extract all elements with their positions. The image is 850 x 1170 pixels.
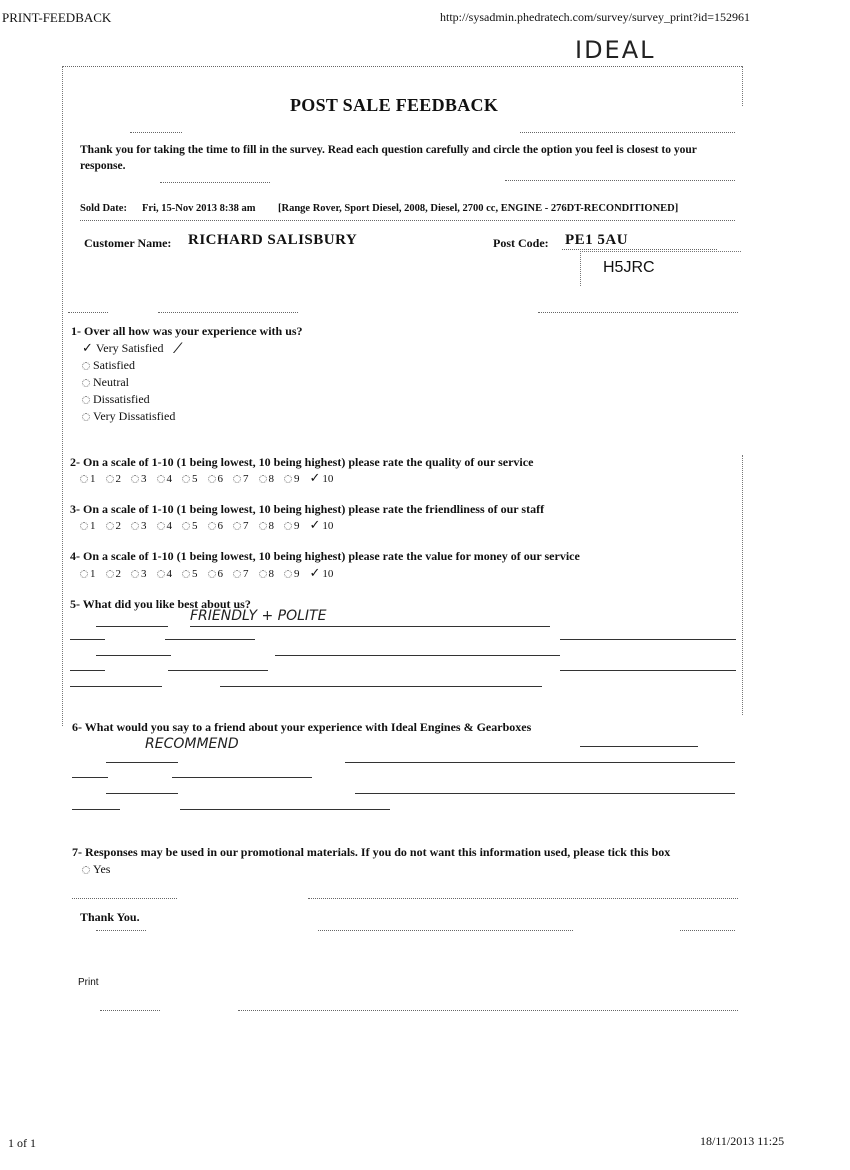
q3-rating-2[interactable] — [106, 518, 122, 533]
q2-rating-2[interactable] — [106, 471, 122, 486]
radio-icon — [259, 522, 267, 530]
q2-rating-9[interactable] — [284, 471, 300, 486]
radio-icon — [82, 362, 90, 370]
rating-label: 3 — [141, 472, 147, 485]
rating-label: 7 — [243, 472, 249, 485]
radio-icon — [157, 475, 165, 483]
q3-rating-1[interactable] — [80, 518, 96, 533]
print-timestamp: 18/11/2013 11:25 — [700, 1134, 785, 1148]
q4-rating-4[interactable] — [157, 566, 173, 581]
q3-question: 3- On a scale of 1-10 (1 being lowest, 10 being highest) please rate the friendliness of our staff — [70, 502, 545, 516]
q2-rating-5[interactable] — [182, 471, 198, 486]
radio-icon — [182, 475, 190, 483]
intro-text: Thank you for taking the time to fill in the survey. Read each question carefully and circle the option you feel is closest to your response. — [80, 144, 697, 172]
rating-label: 1 — [90, 519, 96, 532]
rating-label: 9 — [294, 472, 300, 485]
q7-option-yes[interactable]: Yes — [82, 862, 110, 877]
radio-icon — [82, 379, 90, 387]
rating-label: 8 — [268, 567, 274, 580]
q4-rating-8[interactable] — [259, 566, 275, 581]
q3-rating-6[interactable] — [208, 518, 224, 533]
radio-icon — [208, 475, 216, 483]
q1-question: 1- Over all how was your experience with us? — [71, 324, 303, 338]
postcode-value: PE1 5AU — [565, 232, 629, 248]
checkmark-icon: ✓ — [309, 518, 321, 533]
q2-question: 2- On a scale of 1-10 (1 being lowest, 10 being highest) please rate the quality of our service — [70, 455, 534, 469]
radio-icon — [80, 522, 88, 530]
print-title: PRINT-FEEDBACK — [2, 10, 112, 25]
rating-label: 2 — [115, 567, 121, 580]
radio-icon — [157, 570, 165, 578]
q2-rating-4[interactable] — [157, 471, 173, 486]
q1-option-satisfied[interactable]: Satisfied — [82, 357, 179, 374]
rating-label: 9 — [294, 567, 300, 580]
radio-icon — [106, 570, 114, 578]
reg-value: H5JRC — [603, 259, 655, 276]
handwritten-tag: IDEAL — [575, 36, 656, 64]
postcode-label: Post Code: — [493, 236, 549, 250]
rating-label: 5 — [192, 472, 198, 485]
q1-option-neutral[interactable]: Neutral — [82, 374, 179, 391]
q1-option-very-satisfied[interactable]: ✓ Very Satisfied ⁄ — [82, 340, 179, 357]
rating-label: 4 — [166, 472, 172, 485]
q2-rating-1[interactable] — [80, 471, 96, 486]
rating-label: 10 — [322, 567, 334, 580]
rating-label: 3 — [141, 567, 147, 580]
checkmark-icon: ✓ — [82, 341, 93, 356]
rating-label: 7 — [243, 519, 249, 532]
q2-rating-8[interactable] — [259, 471, 275, 486]
radio-icon — [82, 866, 90, 874]
rating-label: 9 — [294, 519, 300, 532]
radio-icon — [284, 475, 292, 483]
sold-date-label: Sold Date: — [80, 203, 127, 214]
q3-rating-5[interactable] — [182, 518, 198, 533]
radio-icon — [233, 570, 241, 578]
radio-icon — [284, 522, 292, 530]
q3-rating-4[interactable] — [157, 518, 173, 533]
rating-label: 1 — [90, 567, 96, 580]
q2-rating-7[interactable] — [233, 471, 249, 486]
sold-date-value: Fri, 15-Nov 2013 8:38 am — [142, 203, 256, 214]
rating-label: 8 — [268, 472, 274, 485]
reg-box — [580, 251, 741, 286]
handwritten-mark: ⁄ — [176, 340, 179, 357]
product-description: [Range Rover, Sport Diesel, 2008, Diesel, 2700 cc, ENGINE - 276DT-RECONDITIONED] — [278, 203, 679, 214]
customer-name-label: Customer Name: — [84, 236, 172, 250]
rating-label: 7 — [243, 567, 249, 580]
q4-rating-7[interactable] — [233, 566, 249, 581]
q4-rating-5[interactable] — [182, 566, 198, 581]
q3-rating-10[interactable] — [310, 518, 334, 533]
q4-rating-10[interactable] — [310, 566, 334, 581]
rating-label: 2 — [115, 472, 121, 485]
rating-label: 6 — [217, 567, 223, 580]
q4-question: 4- On a scale of 1-10 (1 being lowest, 10 being highest) please rate the value for money of our service — [70, 549, 580, 563]
q6-question: 6- What would you say to a friend about your experience with Ideal Engines & Gearboxes — [72, 720, 532, 734]
q2-rating-3[interactable] — [131, 471, 147, 486]
radio-icon — [259, 570, 267, 578]
rating-label: 10 — [322, 472, 334, 485]
q3-rating-3[interactable] — [131, 518, 147, 533]
q1-option-very-dissatisfied[interactable]: Very Dissatisfied — [82, 408, 179, 425]
radio-icon — [82, 396, 90, 404]
rating-label: 6 — [217, 519, 223, 532]
checkmark-icon: ✓ — [309, 471, 321, 486]
q4-rating-6[interactable] — [208, 566, 224, 581]
checkmark-icon: ✓ — [309, 566, 321, 581]
radio-icon — [106, 522, 114, 530]
q1-option-dissatisfied[interactable]: Dissatisfied — [82, 391, 179, 408]
radio-icon — [82, 413, 90, 421]
rating-label: 1 — [90, 472, 96, 485]
rating-label: 4 — [166, 519, 172, 532]
q3-rating-7[interactable] — [233, 518, 249, 533]
radio-icon — [208, 570, 216, 578]
radio-icon — [182, 522, 190, 530]
rating-label: 5 — [192, 519, 198, 532]
q5-question: 5- What did you like best about us? — [70, 597, 251, 611]
radio-icon — [233, 522, 241, 530]
rating-label: 5 — [192, 567, 198, 580]
thank-you-text: Thank You. — [80, 910, 140, 924]
radio-icon — [131, 570, 139, 578]
radio-icon — [284, 570, 292, 578]
q2-rating-6[interactable] — [208, 471, 224, 486]
q2-rating-10[interactable] — [310, 471, 334, 486]
print-label: Print — [78, 977, 99, 988]
rating-label: 3 — [141, 519, 147, 532]
q6-answer[interactable]: RECOMMEND — [145, 736, 239, 752]
rating-label: 2 — [115, 519, 121, 532]
q1-options — [82, 340, 179, 425]
radio-icon — [80, 475, 88, 483]
radio-icon — [131, 522, 139, 530]
q4-rating-9[interactable] — [284, 566, 300, 581]
rating-label: 4 — [166, 567, 172, 580]
q4-scale — [80, 566, 333, 581]
q5-answer[interactable]: FRIENDLY + POLITE — [190, 608, 327, 624]
rating-label: 6 — [217, 472, 223, 485]
radio-icon — [182, 570, 190, 578]
form-title: POST SALE FEEDBACK — [290, 95, 499, 115]
q7-question: 7- Responses may be used in our promotional materials. If you do not want this information used, please tick this box — [72, 845, 671, 859]
rating-label: 10 — [322, 519, 334, 532]
q4-rating-3[interactable] — [131, 566, 147, 581]
page-count: 1 of 1 — [8, 1136, 36, 1150]
page-url: http://sysadmin.phedratech.com/survey/survey_print?id=152961 — [440, 10, 751, 24]
radio-icon — [259, 475, 267, 483]
q3-rating-8[interactable] — [259, 518, 275, 533]
customer-name-value: RICHARD SALISBURY — [188, 232, 358, 248]
q4-rating-1[interactable] — [80, 566, 96, 581]
radio-icon — [233, 475, 241, 483]
radio-icon — [106, 475, 114, 483]
radio-icon — [131, 475, 139, 483]
q4-rating-2[interactable] — [106, 566, 122, 581]
q2-scale — [80, 471, 333, 486]
q3-scale — [80, 518, 333, 533]
rating-label: 8 — [268, 519, 274, 532]
radio-icon — [208, 522, 216, 530]
radio-icon — [80, 570, 88, 578]
radio-icon — [157, 522, 165, 530]
q3-rating-9[interactable] — [284, 518, 300, 533]
